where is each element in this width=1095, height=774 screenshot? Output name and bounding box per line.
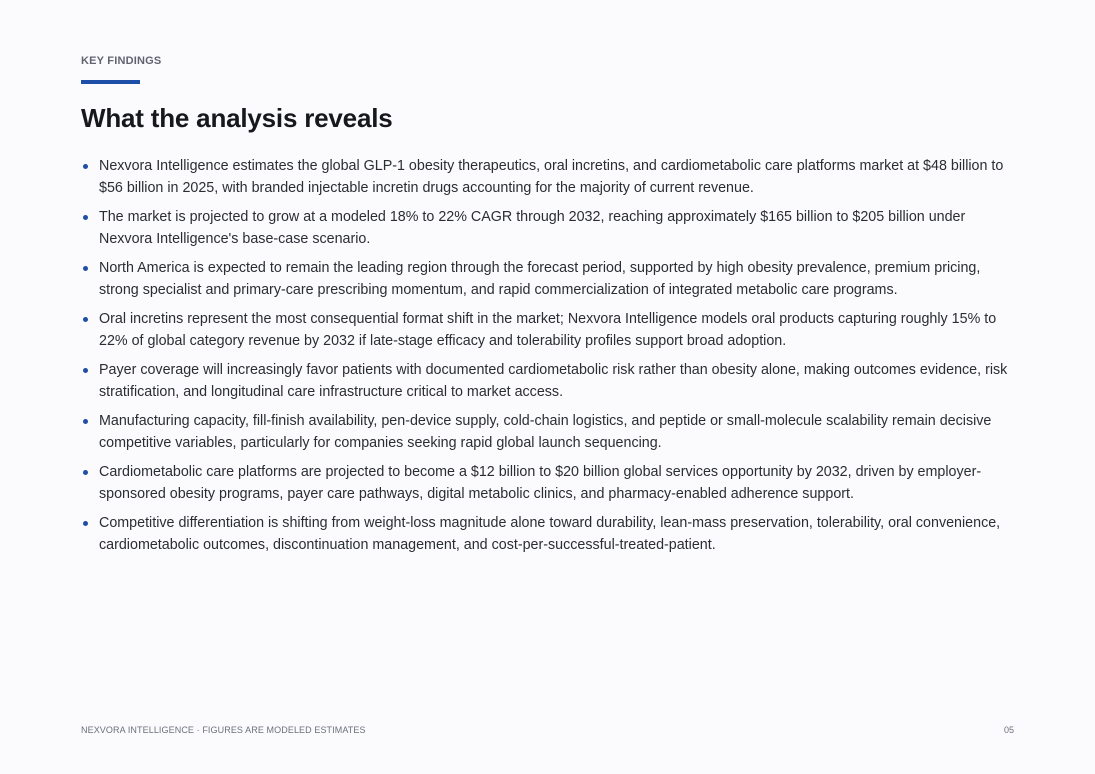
finding-item (81, 512, 1016, 556)
page-number: 05 (1003, 725, 1014, 735)
bullet-icon (83, 215, 88, 220)
bullet-icon (83, 470, 88, 475)
bullet-icon (83, 521, 88, 526)
finding-text: The market is projected to grow at a modeled 18% to 22% CAGR through 2032, reaching approximately $165 billion to $205 billion under Nexvora Intelligence's base-case scenario. (99, 209, 966, 247)
bullet-icon (83, 164, 88, 169)
accent-rule (81, 80, 140, 84)
page-title: What the analysis reveals (81, 103, 393, 133)
finding-item (81, 461, 1016, 505)
finding-text: Cardiometabolic care platforms are projected to become a $12 billion to $20 billion global services opportunity by 2032, driven by employer-sponsored obesity programs, payer care pathways, digital metabolic clinics, and pharmacy-enabled adherence support. (99, 464, 982, 502)
finding-item (81, 410, 1016, 454)
finding-item (81, 308, 1016, 352)
finding-item (81, 155, 1016, 199)
finding-text: Oral incretins represent the most consequential format shift in the market; Nexvora Intelligence models oral products capturing roughly 15% to 22% of global category revenue by 2032 if late-stage efficacy and tolerability profiles support broad adoption. (99, 311, 997, 349)
bullet-icon (83, 419, 88, 424)
bullet-icon (83, 266, 88, 271)
section-kicker: KEY FINDINGS (81, 55, 162, 67)
finding-text: Payer coverage will increasingly favor patients with documented cardiometabolic risk rather than obesity alone, making outcomes evidence, risk stratification, and longitudinal care infrastructure critical to market access. (99, 362, 1008, 400)
footer-source-note: NEXVORA INTELLIGENCE · FIGURES ARE MODELED ESTIMATES (81, 725, 366, 735)
findings-list (81, 155, 1016, 563)
finding-item (81, 359, 1016, 403)
finding-text: North America is expected to remain the leading region through the forecast period, supported by high obesity prevalence, premium pricing, strong specialist and primary-care prescribing momentum, and rapid commercialization of integrated metabolic care programs. (99, 260, 981, 298)
bullet-icon (83, 317, 88, 322)
finding-item (81, 257, 1016, 301)
finding-text: Manufacturing capacity, fill-finish availability, pen-device supply, cold-chain logistics, and peptide or small-molecule scalability remain decisive competitive variables, particularly for companies seeking rapid global launch sequencing. (99, 413, 992, 451)
bullet-icon (83, 368, 88, 373)
finding-text: Competitive differentiation is shifting from weight-loss magnitude alone toward durability, lean-mass preservation, tolerability, oral convenience, cardiometabolic outcomes, discontinuation management, and cost-per-successful-treated-patient. (99, 515, 1001, 553)
finding-text: Nexvora Intelligence estimates the global GLP-1 obesity therapeutics, oral incretins, and cardiometabolic care platforms market at $48 billion to $56 billion in 2025, with branded injectable incretin drugs accounting for the majority of current revenue. (99, 158, 1004, 196)
finding-item (81, 206, 1016, 250)
